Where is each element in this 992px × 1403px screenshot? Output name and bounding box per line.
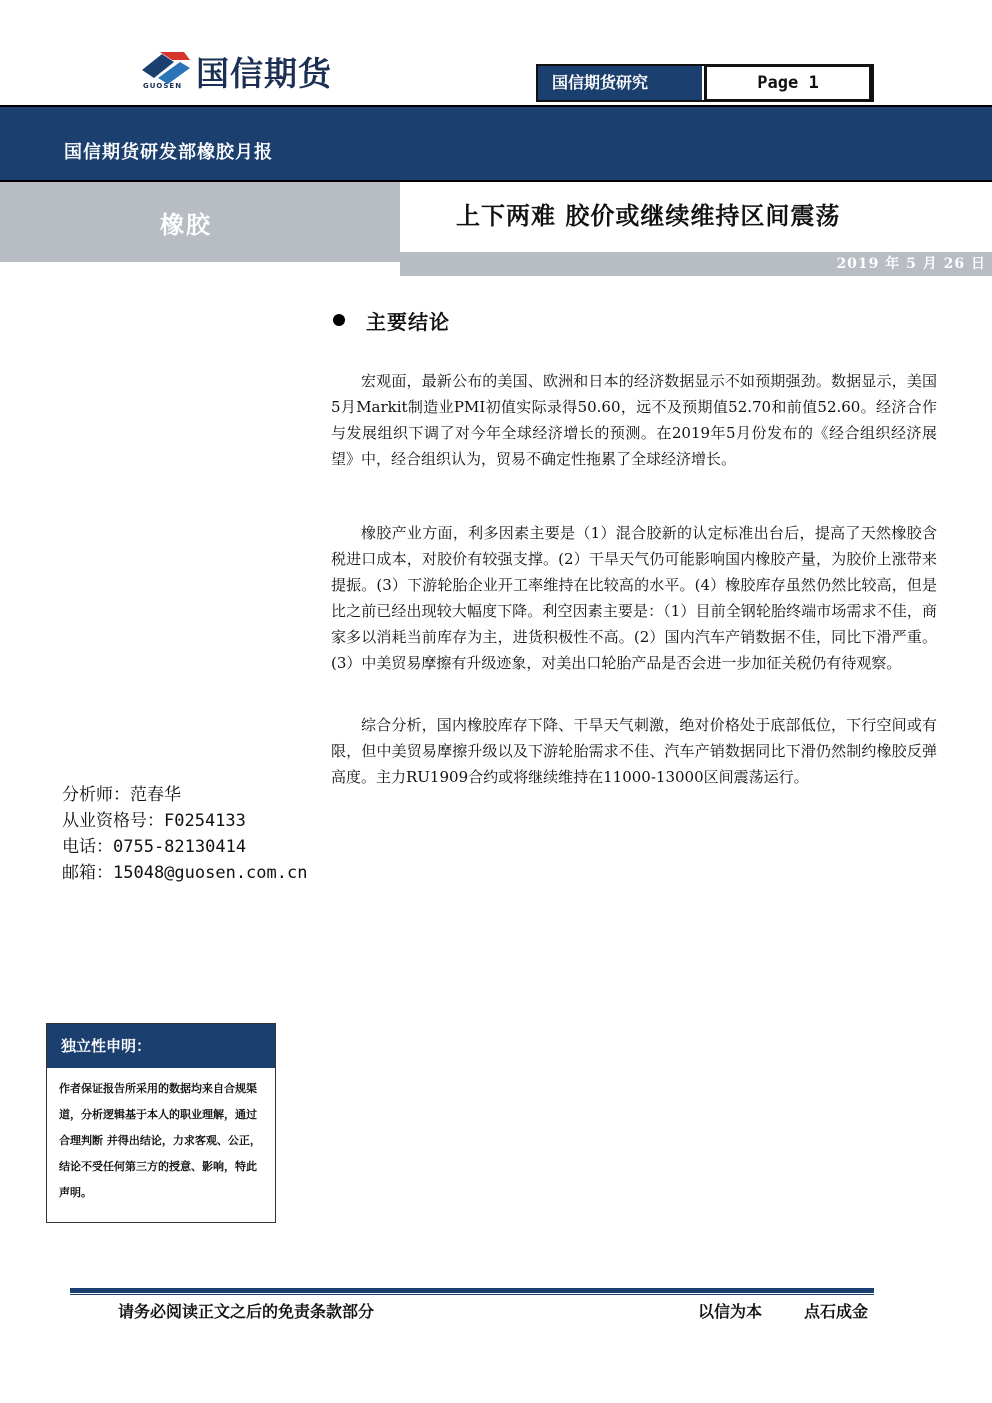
independence-body: 作者保证报告所采用的数据均来自合规渠道，分析逻辑基于本人的职业理解，通过合理判断 并得出结论，力求客观、公正，结论不受任何第三方的授意、影响，特此声明。 (59, 1082, 261, 1199)
paragraph-text: 橡胶产业方面，利多因素主要是（1）混合胶新的认定标准出台后，提高了天然橡胶含税进口成本，对胶价有较强支撑。(2）干旱天气仍可能影响国内橡胶产量，为胶价上涨带来提振。(3）下游轮胎企业开工率维持在比较高的水平。(4）橡胶库存虽然仍然比较高，但是比之前已经出现较大幅度下降。利空因素主要是：（1）目前全钢轮胎终端市场需求不佳，商家多以消耗当前库存为主，进货积极性不高。(2）国内汽车产销数据不佳，同比下滑严重。(3）中美贸易摩擦有升级迹象，对美出口轮胎产品是否会进一步加征关税仍有待观察。 (331, 524, 937, 672)
logo-sub: GUOSEN (143, 82, 183, 90)
analyst-phone: 电话：0755-82130414 (62, 837, 247, 857)
bullet-icon (333, 314, 345, 326)
paragraph-macro (331, 368, 937, 472)
analyst-email: 邮箱：15048@guosen.com.cn (62, 863, 308, 883)
paragraph-text: 宏观面，最新公布的美国、欧洲和日本的经济数据显示不如预期强劲。数据显示，美国5月Markit制造业PMI初值实际录得50.60，远不及预期值52.70和前值52.60。经济合作与发展组织下调了对今年全球经济增长的预测。在2019年5月份发布的《经合组织经济展望》中，经合组织认为，贸易不确定性拖累了全球经济增长。 (331, 372, 937, 468)
footer-motto-2: 点石成金 (804, 1302, 869, 1321)
section-title: 主要结论 (366, 310, 450, 334)
footer-disclaimer: 请务必阅读正文之后的免责条款部分 (118, 1302, 375, 1321)
analyst-info (62, 782, 307, 886)
footer-rule-thin (70, 1294, 874, 1295)
logo-name: 国信期货 (196, 54, 332, 93)
guosen-logo (140, 44, 370, 94)
report-title: 国信期货研发部橡胶月报 (64, 142, 273, 163)
paragraph-summary (331, 712, 937, 790)
category-label: 橡胶 (160, 210, 212, 239)
footer-rule (70, 1288, 874, 1293)
independence-title: 独立性申明： (47, 1024, 275, 1068)
analyst-name: 分析师：范春华 (62, 785, 181, 805)
analyst-license: 从业资格号：F0254133 (62, 811, 246, 831)
paragraph-text: 综合分析，国内橡胶库存下降、干旱天气刺激，绝对价格处于底部低位，下行空间或有限，但中美贸易摩擦升级以及下游轮胎需求不佳、汽车产销数据同比下滑仍然制约橡胶反弹高度。主力RU1909合约或将继续维持在11000-13000区间震荡运行。 (331, 716, 937, 786)
paragraph-industry (331, 520, 937, 676)
report-date: 2019 年 5 月 26 日 (836, 256, 986, 272)
footer-motto-1: 以信为本 (698, 1302, 763, 1321)
research-label: 国信期货研究 (538, 66, 702, 100)
independence-box (46, 1023, 276, 1223)
headline: 上下两难 胶价或继续维持区间震荡 (456, 201, 841, 230)
page-number: Page 1 (704, 64, 872, 102)
